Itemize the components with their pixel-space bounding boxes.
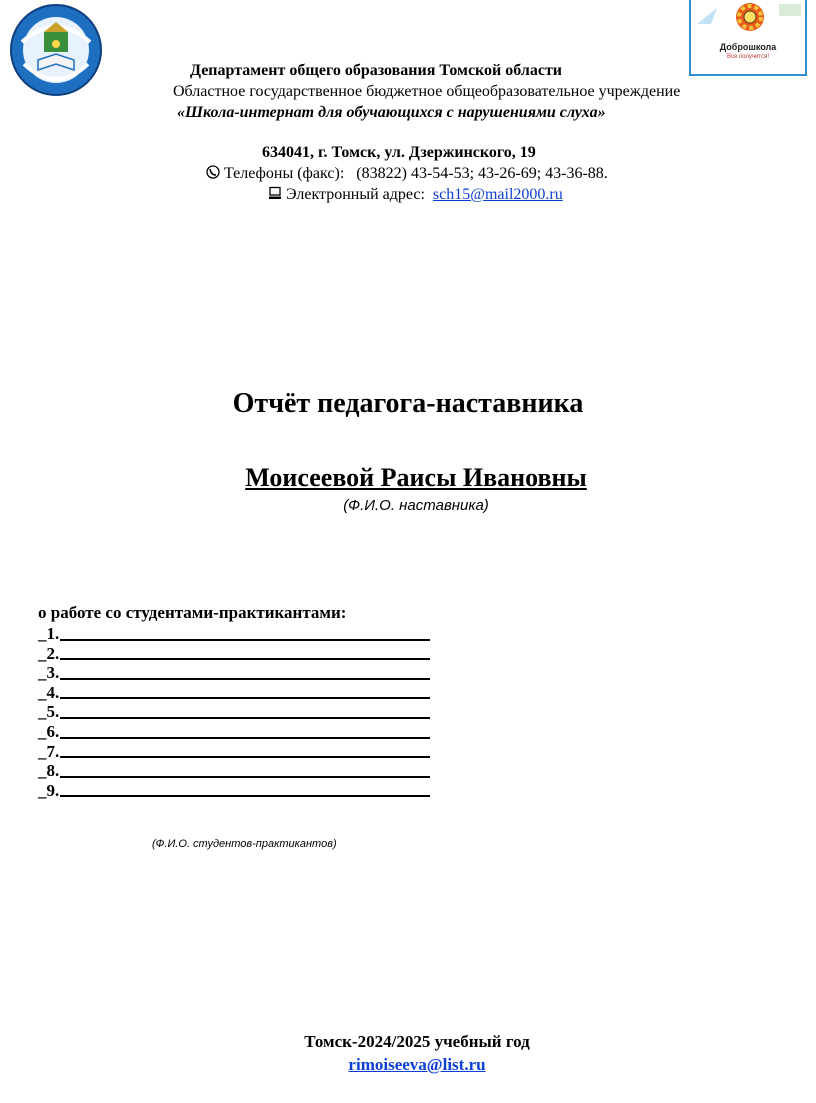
list-item-number: _3.: [38, 663, 60, 683]
badge-title: Доброшкола: [719, 42, 777, 52]
phone-numbers: (83822) 43-54-53; 43-26-69; 43-36-88.: [356, 165, 608, 182]
list-item-number: _8.: [38, 761, 60, 781]
computer-icon: [268, 186, 282, 200]
blank-line: [60, 780, 430, 797]
list-item-number: _6.: [38, 721, 60, 741]
list-item-number: _1.: [38, 624, 60, 643]
blank-line: [60, 722, 430, 739]
list-item-number: _4.: [38, 682, 60, 702]
list-item-number: _9.: [38, 780, 60, 800]
school-emblem-logo: [8, 2, 104, 98]
students-list: [38, 624, 430, 800]
list-item: [38, 761, 430, 781]
badge-flag-icon: [779, 4, 801, 16]
blank-line: [60, 643, 430, 660]
students-caption: (Ф.И.О. студентов-практикантов): [152, 838, 337, 850]
blank-line: [60, 761, 430, 778]
school-address: 634041, г. Томск, ул. Дзержинского, 19: [262, 144, 536, 161]
email-label: Электронный адрес:: [286, 186, 425, 203]
school-name: «Школа-интернат для обучающихся с нарушениями слуха»: [177, 104, 606, 121]
institution-type: Областное государственное бюджетное общеобразовательное учреждение: [173, 83, 681, 100]
mentor-email-link[interactable]: rimoiseeva@list.ru: [348, 1055, 486, 1074]
blank-line: [60, 741, 430, 758]
list-item: [38, 702, 430, 722]
list-item-number: _2.: [38, 643, 60, 663]
phone-label: Телефоны (факс):: [224, 165, 345, 182]
list-item: [38, 683, 430, 703]
list-item: [38, 742, 430, 762]
list-item-number: _7.: [38, 741, 60, 761]
school-email-link[interactable]: sch15@mail2000.ru: [432, 186, 563, 203]
dobroshkola-badge: [689, 0, 807, 76]
list-item-number: _5.: [38, 702, 60, 722]
mentor-name: Моисеевой Раисы Ивановны: [245, 463, 587, 492]
blank-line: [60, 702, 430, 719]
list-item: [38, 624, 430, 644]
decorative-arrow-icon: [697, 8, 717, 24]
blank-line: [60, 624, 430, 641]
list-item: [38, 644, 430, 664]
students-heading: о работе со студентами-практикантами:: [38, 603, 347, 622]
badge-subtitle: Все получится!: [726, 54, 770, 60]
list-item: [38, 781, 430, 801]
mentor-caption: (Ф.И.О. наставника): [343, 497, 489, 514]
blank-line: [60, 682, 430, 699]
phone-icon: [206, 165, 220, 179]
list-item: [38, 722, 430, 742]
blank-line: [60, 663, 430, 680]
email-line: [268, 186, 563, 204]
dobroshkola-wheel-icon: [735, 2, 765, 32]
report-title: Отчёт педагога-наставника: [232, 388, 584, 419]
phone-line: [206, 165, 608, 183]
department-name: Департамент общего образования Томской области: [190, 62, 563, 79]
footer-email-wrap: [0, 1055, 816, 1075]
list-item: [38, 663, 430, 683]
academic-year: Томск-2024/2025 учебный год: [304, 1032, 530, 1051]
